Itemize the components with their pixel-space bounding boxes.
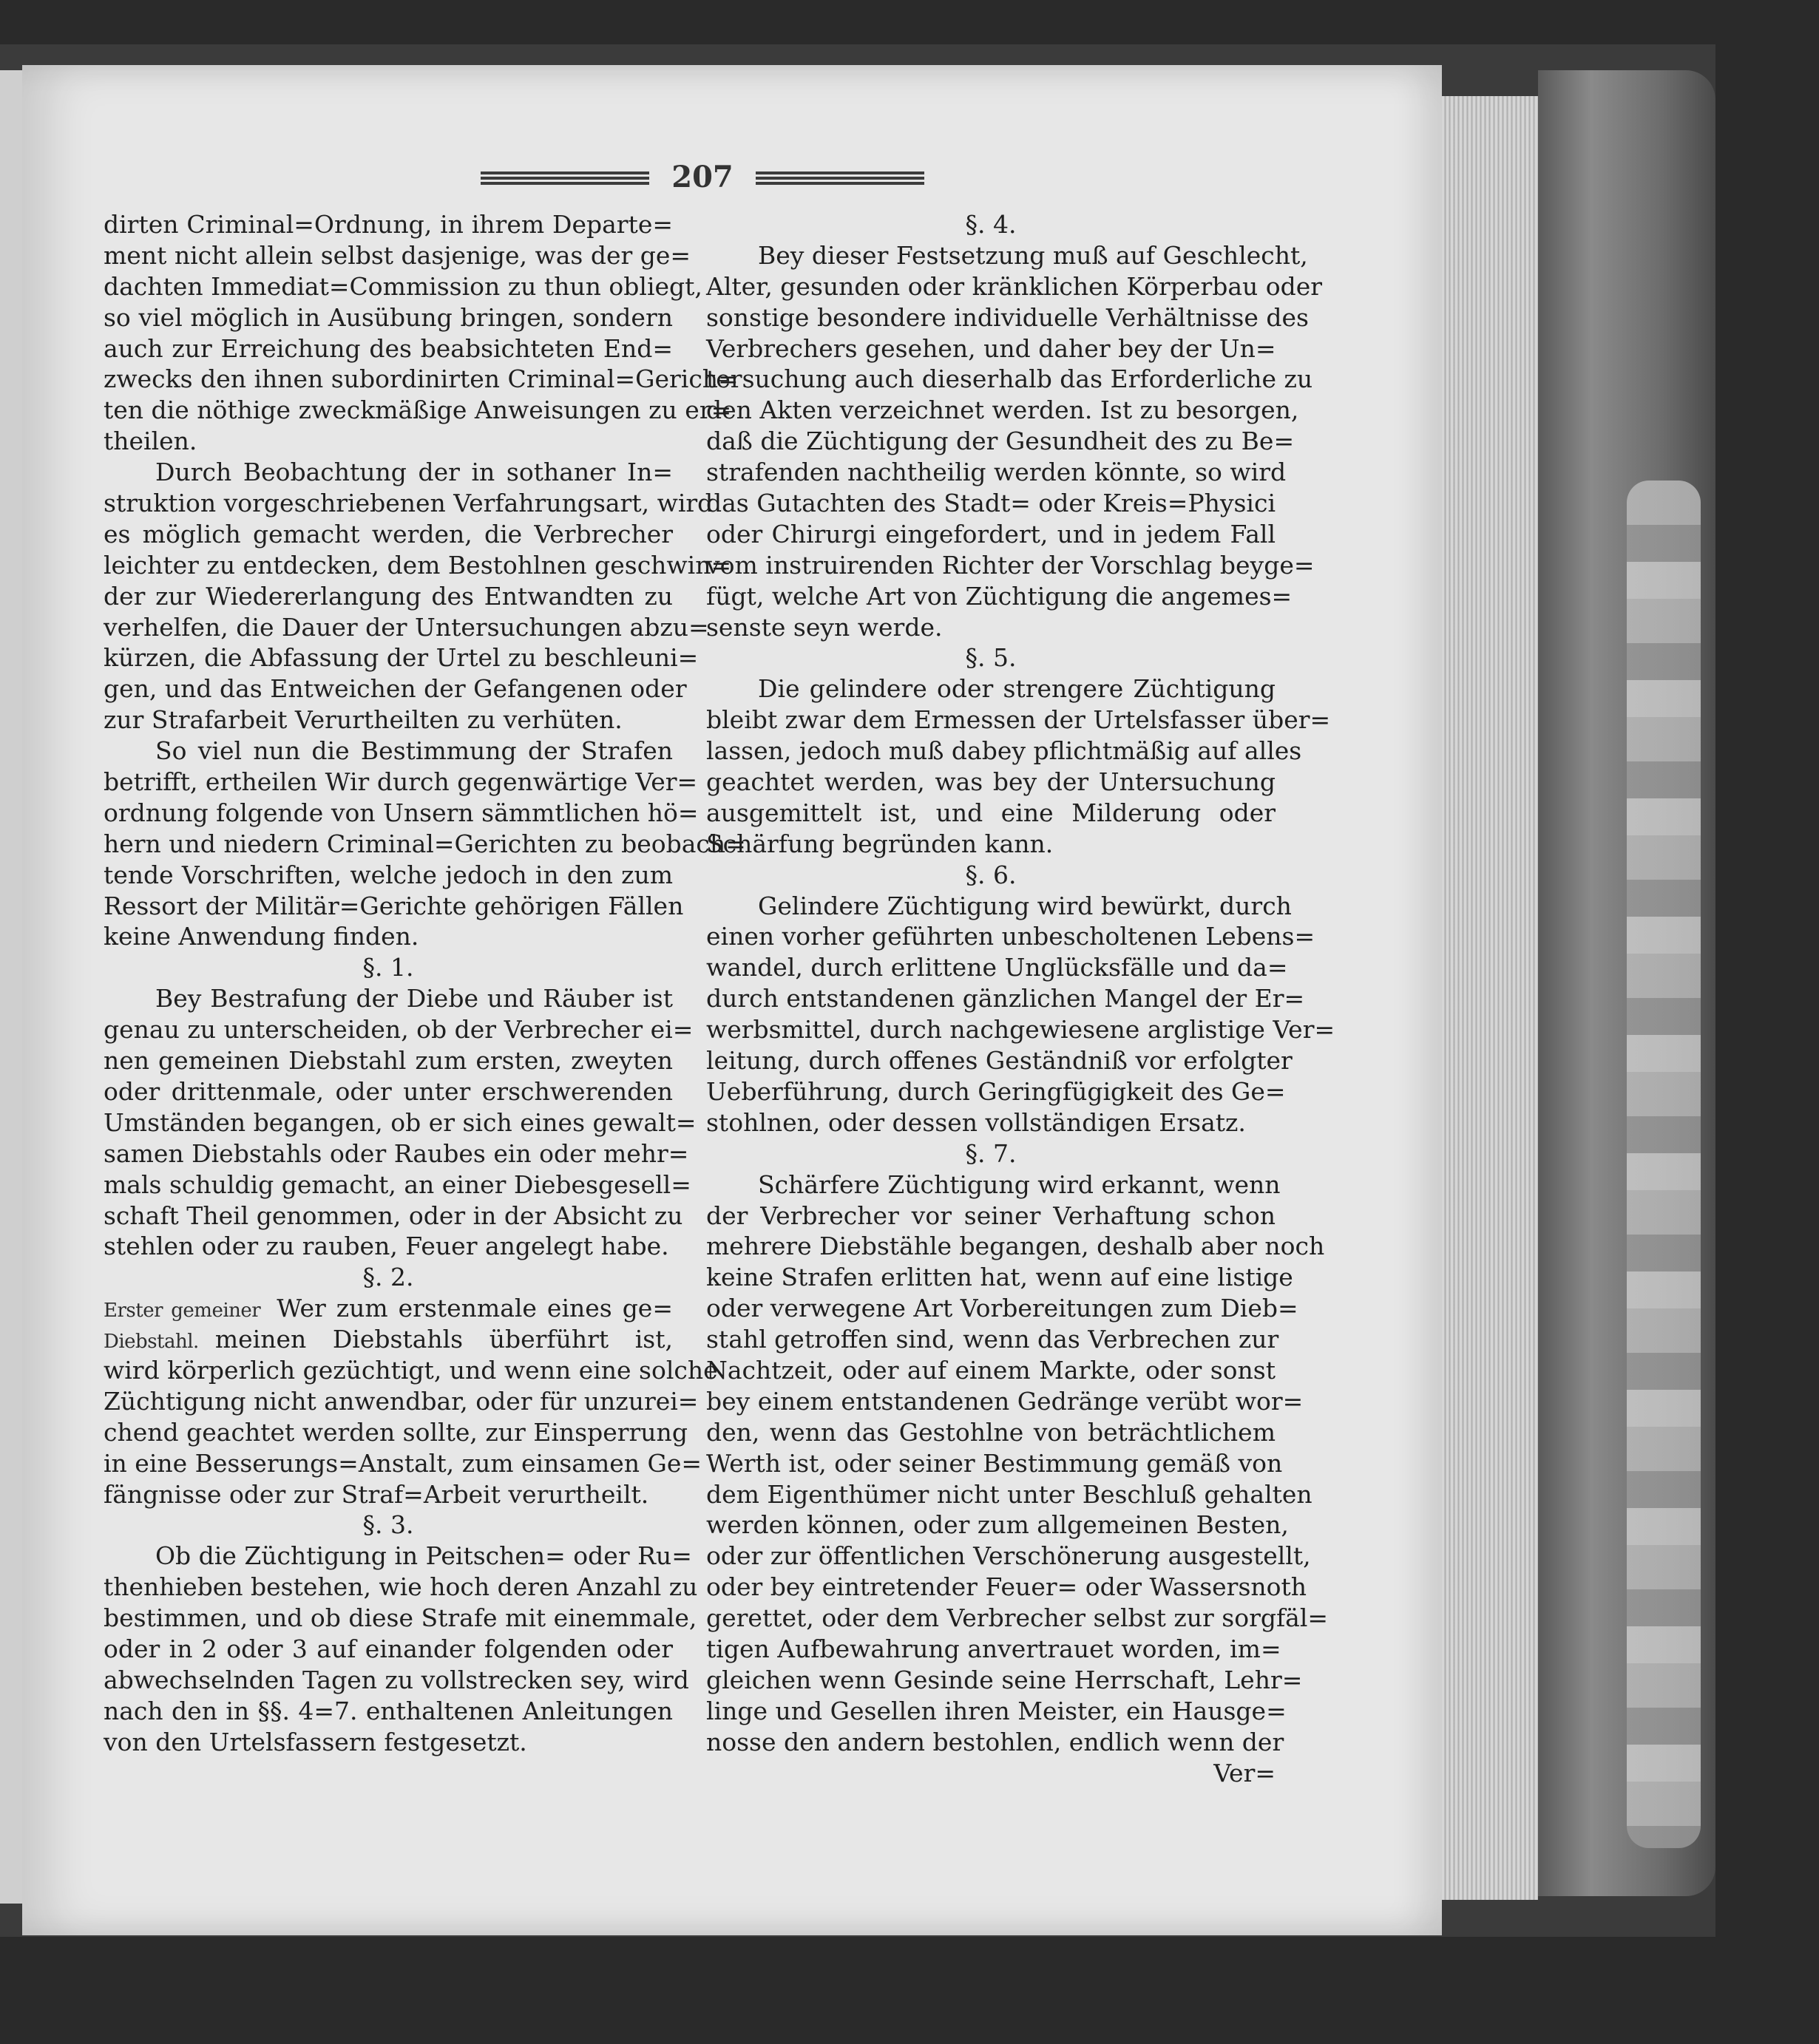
text-line: stehlen oder zu rauben, Feuer angelegt habe. — [104, 1232, 669, 1261]
text-line: vom instruirenden Richter der Vorschlag beyge= — [706, 550, 1315, 580]
text-line: Schärfere Züchtigung wird erkannt, wenn — [758, 1169, 1281, 1199]
text-line: Umständen begangen, ob er sich eines gewalt= — [104, 1107, 697, 1137]
text-line: chend geachtet werden sollte, zur Einsperrung — [104, 1417, 688, 1447]
section-heading: §. 5. — [965, 643, 1017, 673]
text-line: Bey dieser Festsetzung muß auf Geschlecht, — [758, 240, 1308, 270]
text-line: samen Diebstahls oder Raubes ein oder mehr= — [104, 1138, 689, 1168]
text-line: bey einem entstandenen Gedränge verübt wor= — [706, 1386, 1304, 1416]
section-heading: §. 4. — [965, 210, 1017, 239]
text-line: genau zu unterscheiden, ob der Verbrecher ei= — [104, 1015, 694, 1045]
section-heading: §. 1. — [362, 953, 414, 982]
text-line: Züchtigung nicht anwendbar, oder für unzurei= — [104, 1386, 699, 1416]
text-line: Ressort der Militär=Gerichte gehörigen Fällen — [104, 891, 684, 920]
text-line: wandel, durch erlittene Unglücksfälle und da= — [706, 953, 1288, 982]
text-line: ausgemittelt ist, und eine Milderung oder — [706, 798, 1276, 827]
text-line: werden können, oder zum allgemeinen Besten, — [706, 1510, 1289, 1540]
text-line: dirten Criminal=Ordnung, in ihrem Departe= — [104, 210, 673, 239]
text-line: gen, und das Entweichen der Gefangenen oder — [104, 674, 687, 704]
worn-cover-detail — [1627, 481, 1701, 1848]
text-line: Alter, gesunden oder kränklichen Körperbau oder — [706, 271, 1323, 301]
text-line: mehrere Diebstähle begangen, deshalb aber noch — [706, 1232, 1325, 1261]
text-line: Bey Bestrafung der Diebe und Räuber ist — [155, 984, 673, 1013]
text-line: linge und Gesellen ihren Meister, ein Hausge= — [706, 1696, 1287, 1725]
text-line: oder drittenmale, oder unter erschwerenden — [104, 1076, 673, 1106]
text-line: oder Chirurgi eingefordert, und in jedem Fall — [706, 519, 1276, 549]
text-line: Durch Beobachtung der in sothaner In= — [155, 458, 673, 487]
text-line: zwecks den ihnen subordinirten Criminal=Gerich= — [104, 364, 739, 394]
margin-note: Erster gemeiner — [104, 1300, 261, 1323]
catchword: Ver= — [1213, 1758, 1276, 1787]
text-line: leichter zu entdecken, dem Bestohlnen geschwin= — [104, 550, 732, 580]
text-line: daß die Züchtigung der Gesundheit des zu Be= — [706, 427, 1295, 456]
text-line: abwechselnden Tagen zu vollstrecken sey, wird — [104, 1665, 689, 1694]
page-stack-edge — [1442, 96, 1538, 1900]
text-line: So viel nun die Bestimmung der Strafen — [155, 736, 673, 766]
text-line: so viel möglich in Ausübung bringen, sondern — [104, 302, 673, 332]
text-line: struktion vorgeschriebenen Verfahrungsart, wird — [104, 489, 714, 518]
text-line: oder in 2 oder 3 auf einander folgenden oder — [104, 1634, 673, 1663]
text-line: geachtet werden, was bey der Untersuchung — [706, 767, 1276, 797]
text-line: Gelindere Züchtigung wird bewürkt, durch — [758, 891, 1292, 920]
text-line — [104, 1293, 673, 1324]
text-line-content: Wer zum erstenmale eines ge= — [277, 1294, 673, 1323]
text-line: stohlnen, oder dessen vollständigen Ersatz. — [706, 1107, 1246, 1137]
text-line: lassen, jedoch muß dabey pflichtmäßig auf alles — [706, 736, 1302, 766]
text-line: keine Anwendung finden. — [104, 922, 419, 951]
text-line: gleichen wenn Gesinde seine Herrschaft, Lehr= — [706, 1665, 1303, 1694]
text-line: dachten Immediat=Commission zu thun obliegt, — [104, 271, 702, 301]
text-line — [104, 1324, 673, 1355]
text-line: strafenden nachtheilig werden könnte, so wird — [706, 458, 1287, 487]
text-line: leitung, durch offenes Geständniß vor erfolgter — [706, 1046, 1293, 1076]
text-line: Werth ist, oder seiner Bestimmung gemäß von — [706, 1448, 1283, 1478]
text-line: hern und niedern Criminal=Gerichten zu beobach= — [104, 829, 746, 858]
text-line: schaft Theil genommen, oder in der Absicht zu — [104, 1201, 683, 1230]
text-line: zur Strafarbeit Verurtheilten zu verhüten. — [104, 705, 623, 735]
text-line: ment nicht allein selbst dasjenige, was der ge= — [104, 240, 691, 270]
text-line: einen vorher geführten unbescholtenen Lebens= — [706, 922, 1315, 951]
text-line: Ueberführung, durch Geringfügigkeit des Ge= — [706, 1076, 1286, 1106]
text-line: tende Vorschriften, welche jedoch in den zum — [104, 860, 673, 889]
right-text-column — [706, 209, 1335, 1788]
text-line: von den Urtelsfassern festgesetzt. — [104, 1727, 527, 1756]
page-number: 207 — [671, 160, 734, 194]
text-line: den, wenn das Gestohlne von beträchtlichem — [706, 1417, 1276, 1447]
text-line: kürzen, die Abfassung der Urtel zu beschleuni= — [104, 643, 699, 673]
header-rule-right — [756, 172, 924, 185]
text-line: in eine Besserungs=Anstalt, zum einsamen Ge= — [104, 1448, 702, 1478]
text-line: das Gutachten des Stadt= oder Kreis=Physici — [706, 489, 1276, 518]
text-line: tersuchung auch dieserhalb das Erforderliche zu — [706, 364, 1313, 394]
text-line-content: meinen Diebstahls überführt ist, — [214, 1325, 673, 1354]
text-line: oder bey eintretender Feuer= oder Wassersnoth — [706, 1572, 1307, 1602]
text-line: den Akten verzeichnet werden. Ist zu besorgen, — [706, 395, 1299, 425]
text-line: bleibt zwar dem Ermessen der Urtelsfasser über= — [706, 705, 1331, 735]
text-line: gerettet, oder dem Verbrecher selbst zur sorgfäl= — [706, 1603, 1329, 1633]
text-line: senste seyn werde. — [706, 612, 943, 642]
page-header — [481, 160, 924, 194]
text-line: durch entstandenen gänzlichen Mangel der Er= — [706, 984, 1305, 1013]
text-line: theilen. — [104, 427, 197, 456]
section-heading: §. 6. — [965, 860, 1017, 889]
text-line: thenhieben bestehen, wie hoch deren Anzahl zu — [104, 1572, 698, 1602]
text-line: verhelfen, die Dauer der Untersuchungen abzu= — [104, 612, 709, 642]
text-line: tigen Aufbewahrung anvertrauet worden, im= — [706, 1634, 1281, 1663]
text-line: mals schuldig gemacht, an einer Diebesgesell= — [104, 1169, 691, 1199]
text-line: fängnisse oder zur Straf=Arbeit verurtheilt. — [104, 1479, 649, 1509]
text-line: ordnung folgende von Unsern sämmtlichen hö= — [104, 798, 699, 827]
text-line: stahl getroffen sind, wenn das Verbrechen zur — [706, 1325, 1279, 1354]
text-line: es möglich gemacht werden, die Verbrecher — [104, 519, 673, 549]
text-line: ten die nöthige zweckmäßige Anweisungen zu er= — [104, 395, 732, 425]
left-text-column — [104, 209, 746, 1758]
text-line: werbsmittel, durch nachgewiesene arglistige Ver= — [706, 1015, 1335, 1045]
text-line: der Verbrecher vor seiner Verhaftung schon — [706, 1201, 1276, 1230]
text-line: Verbrechers gesehen, und daher bey der Un= — [706, 333, 1276, 363]
text-line: dem Eigenthümer nicht unter Beschluß gehalten — [706, 1479, 1312, 1509]
text-line: Schärfung begründen kann. — [706, 829, 1054, 858]
text-line: keine Strafen erlitten hat, wenn auf eine listige — [706, 1263, 1293, 1292]
text-line: der zur Wiedererlangung des Entwandten zu — [104, 581, 673, 611]
header-rule-left — [481, 172, 649, 185]
facing-page-edge — [0, 70, 24, 1904]
text-line: bestimmen, und ob diese Strafe mit einemmale, — [104, 1603, 697, 1633]
text-line: wird körperlich gezüchtigt, und wenn eine solche — [104, 1355, 718, 1385]
margin-note: Diebstahl. — [104, 1331, 199, 1354]
text-line: nach den in §§. 4=7. enthaltenen Anleitungen — [104, 1696, 673, 1725]
text-line: Ob die Züchtigung in Peitschen= oder Ru= — [155, 1541, 692, 1571]
text-line: oder zur öffentlichen Verschönerung ausgestellt, — [706, 1541, 1311, 1571]
text-line: nen gemeinen Diebstahl zum ersten, zweyten — [104, 1046, 673, 1076]
section-heading: §. 7. — [965, 1138, 1017, 1168]
section-heading: §. 2. — [362, 1263, 414, 1292]
text-line: betrifft, ertheilen Wir durch gegenwärtige Ver= — [104, 767, 698, 797]
text-line: Nachtzeit, oder auf einem Markte, oder sonst — [706, 1355, 1276, 1385]
section-heading: §. 3. — [362, 1510, 414, 1540]
text-line: auch zur Erreichung des beabsichteten End= — [104, 333, 673, 363]
text-line: sonstige besondere individuelle Verhältnisse des — [706, 302, 1309, 332]
text-line: fügt, welche Art von Züchtigung die angemes= — [706, 581, 1293, 611]
text-line: oder verwegene Art Vorbereitungen zum Dieb= — [706, 1294, 1298, 1323]
text-line: Die gelindere oder strengere Züchtigung — [758, 674, 1276, 704]
text-line: nosse den andern bestohlen, endlich wenn der — [706, 1727, 1284, 1756]
